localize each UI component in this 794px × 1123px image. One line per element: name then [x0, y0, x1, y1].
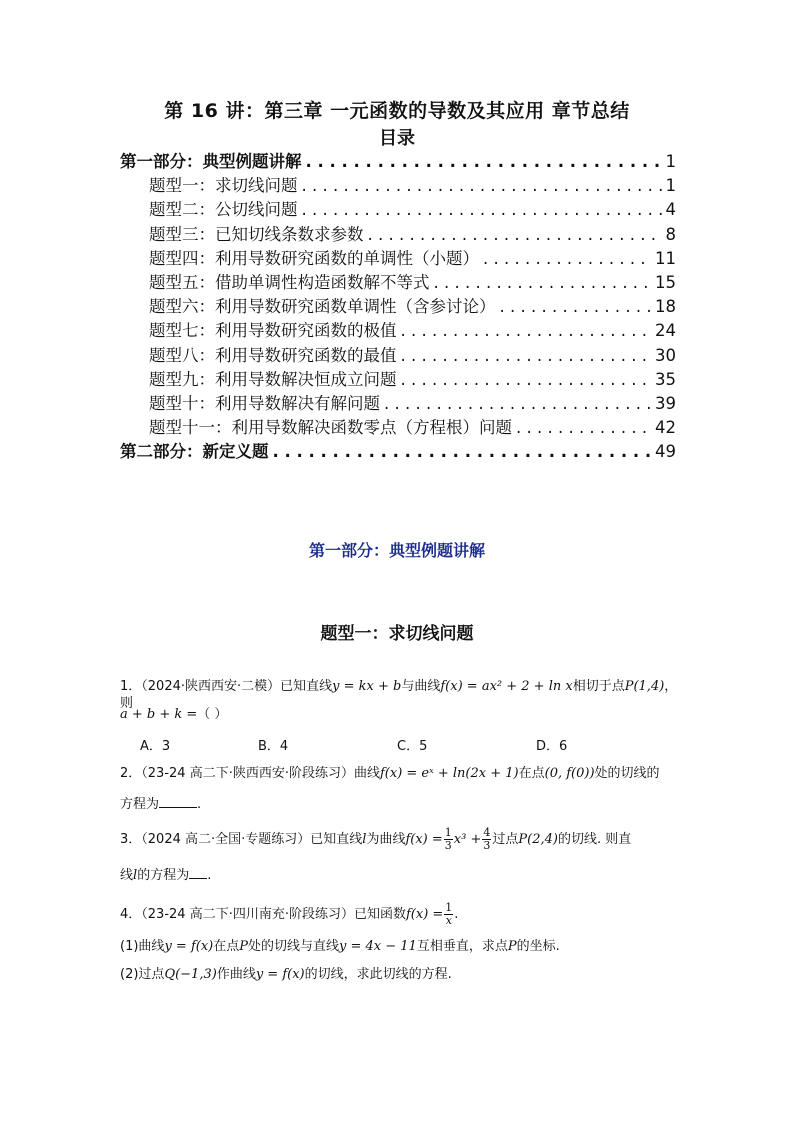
toc-entry-page: 24 [655, 321, 676, 341]
curve-equation: f(x) = ax² + 2 + ln x [440, 679, 573, 694]
question-text: 为曲线 [366, 832, 406, 847]
toc-entry-page: 15 [655, 272, 676, 292]
question-3-line2 [120, 866, 680, 884]
question-text: ，则 [120, 679, 678, 711]
toc-dot-leader [401, 346, 652, 365]
toc-entry-label: 第一部分：典型例题讲解 [120, 152, 302, 171]
question-number: 2． [120, 766, 142, 781]
toc-dot-leader [306, 152, 662, 171]
question-text: . [207, 868, 212, 883]
line-equation: y = kx + b [332, 679, 402, 694]
sub-label: (1) [120, 939, 139, 954]
function-lhs: f(x) = [405, 907, 444, 922]
question-text: . [454, 907, 459, 922]
toc-entry-label: 题型八：利用导数研究函数的最值 [149, 345, 397, 365]
curve-equation: f(x) = eˣ + ln(2x + 1) [379, 766, 519, 781]
question-text: 过点 [492, 832, 519, 847]
toc-entry[interactable] [120, 390, 676, 414]
question-text: 处的切线的 [594, 766, 660, 781]
question-text: 的方程为 [137, 868, 190, 883]
question-4-part-1: (1)曲线y = f(x)在点P处的切线与直线y = 4x − 11互相垂直，求点P的坐标. [120, 939, 560, 954]
question-4-part-2: (2)过点Q(−1,3)作曲线y = f(x)的切线，求此切线的方程. [120, 967, 452, 982]
question-text: . [197, 797, 202, 812]
toc-entry-page: 4 [665, 200, 676, 220]
curve-mid: x³ + [453, 832, 482, 847]
toc-entry[interactable] [120, 172, 676, 196]
toc-entry[interactable] [120, 245, 676, 269]
toc-dot-leader [516, 418, 651, 437]
question-source: （23-24 高二下·四川南充·阶段练习） [141, 907, 354, 922]
question-text: 与曲线 [401, 679, 441, 694]
table-of-contents [120, 148, 676, 462]
fraction-one-over-x: $\frac{1}{x}$ [445, 901, 453, 927]
question-source: （2024 高二·全国·专题练习） [141, 832, 311, 847]
question-4 [120, 902, 680, 927]
toc-dot-leader [302, 176, 662, 195]
toc-entry[interactable] [120, 366, 676, 390]
toc-heading: 目录 [379, 128, 415, 149]
answer-blank [189, 866, 207, 879]
question-text: 已知直线 [280, 679, 333, 694]
toc-dot-leader [401, 321, 652, 340]
question-2-line2 [120, 795, 680, 813]
toc-entry-page: 42 [655, 418, 676, 438]
question-number: 3． [120, 832, 142, 847]
answer-blank [159, 795, 197, 808]
tangent-point: (0, f(0)) [544, 766, 595, 781]
fraction-four-thirds: $\frac{4}{3}$ [483, 826, 491, 852]
question-source: （23-24 高二下·陕西西安·阶段练习） [141, 766, 354, 781]
toc-dot-leader [483, 249, 651, 268]
toc-entry[interactable] [120, 438, 676, 462]
option-d: D．6 [536, 739, 568, 754]
option-a: A．3 [140, 739, 171, 754]
toc-entry[interactable] [120, 293, 676, 317]
toc-entry-label: 题型七：利用导数研究函数的极值 [149, 321, 397, 341]
question-text: 曲线 [353, 766, 380, 781]
part-one-heading: 第一部分：典型例题讲解 [308, 541, 485, 560]
toc-dot-leader [401, 370, 652, 389]
line-variable: l [362, 832, 367, 847]
question-text: 已知直线 [310, 832, 363, 847]
toc-dot-leader [302, 200, 662, 219]
question-text: 的切线. 则直 [557, 832, 632, 847]
curve-lhs: f(x) = [405, 832, 443, 847]
toc-entry-page: 1 [665, 152, 676, 171]
toc-entry[interactable] [120, 269, 676, 293]
toc-entry-label: 题型二：公切线问题 [149, 200, 298, 220]
question-1-line2 [120, 706, 680, 723]
toc-entry[interactable] [120, 148, 676, 172]
toc-entry-page: 1 [665, 176, 676, 196]
toc-entry-label: 题型六：利用导数研究函数单调性（含参讨论） [149, 297, 496, 317]
question-number: 1． [120, 679, 142, 694]
question-text: 在点 [518, 766, 545, 781]
toc-entry-page: 35 [655, 369, 676, 389]
toc-entry-label: 题型九：利用导数解决恒成立问题 [149, 369, 397, 389]
option-c: C．5 [397, 739, 428, 754]
toc-entry-page: 18 [655, 297, 676, 317]
sub-label: (2) [120, 967, 139, 982]
toc-entry[interactable] [120, 221, 676, 245]
toc-entry-label: 题型四：利用导数研究函数的单调性（小题） [149, 248, 479, 268]
toc-dot-leader [384, 394, 651, 413]
toc-entry[interactable] [120, 196, 676, 220]
toc-entry-label: 题型十一：利用导数解决函数零点（方程根）问题 [149, 418, 512, 438]
toc-dot-leader [500, 297, 652, 316]
question-text: 线 [120, 868, 134, 883]
toc-entry-label: 第二部分：新定义题 [120, 442, 269, 462]
question-2 [120, 765, 680, 782]
toc-entry-page: 11 [655, 248, 676, 268]
tangent-point: P(1,4) [624, 679, 665, 694]
toc-entry-label: 题型三：已知切线条数求参数 [149, 224, 364, 244]
line-variable: l [133, 868, 138, 883]
toc-entry[interactable] [120, 342, 676, 366]
toc-entry-page: 39 [655, 393, 676, 413]
sum-expression: a + b + k = [120, 707, 198, 722]
answer-paren: （ ） [197, 707, 228, 722]
toc-entry[interactable] [120, 317, 676, 341]
toc-entry-label: 题型一：求切线问题 [149, 176, 298, 196]
toc-entry-page: 49 [655, 442, 676, 462]
question-number: 4． [120, 907, 142, 922]
point: P(2,4) [518, 832, 558, 847]
type-one-heading: 题型一：求切线问题 [320, 624, 474, 644]
toc-entry-label: 题型五：借助单调性构造函数解不等式 [149, 272, 430, 292]
question-text: 方程为 [120, 797, 160, 812]
toc-entry[interactable] [120, 414, 676, 438]
fraction-one-third: $\frac{1}{3}$ [444, 826, 452, 852]
option-b: B．4 [258, 739, 289, 754]
toc-entry-page: 8 [665, 224, 676, 244]
document-title: 第 16 讲：第三章 一元函数的导数及其应用 章节总结 [164, 100, 630, 122]
question-3 [120, 827, 680, 852]
toc-entry-page: 30 [655, 345, 676, 365]
question-source: （2024·陕西西安·二模） [141, 679, 281, 694]
question-text: 已知函数 [353, 907, 406, 922]
toc-dot-leader [368, 225, 662, 244]
toc-dot-leader [434, 273, 652, 292]
toc-entry-label: 题型十：利用导数解决有解问题 [149, 393, 380, 413]
question-text: 相切于点 [572, 679, 625, 694]
toc-dot-leader [273, 442, 652, 461]
